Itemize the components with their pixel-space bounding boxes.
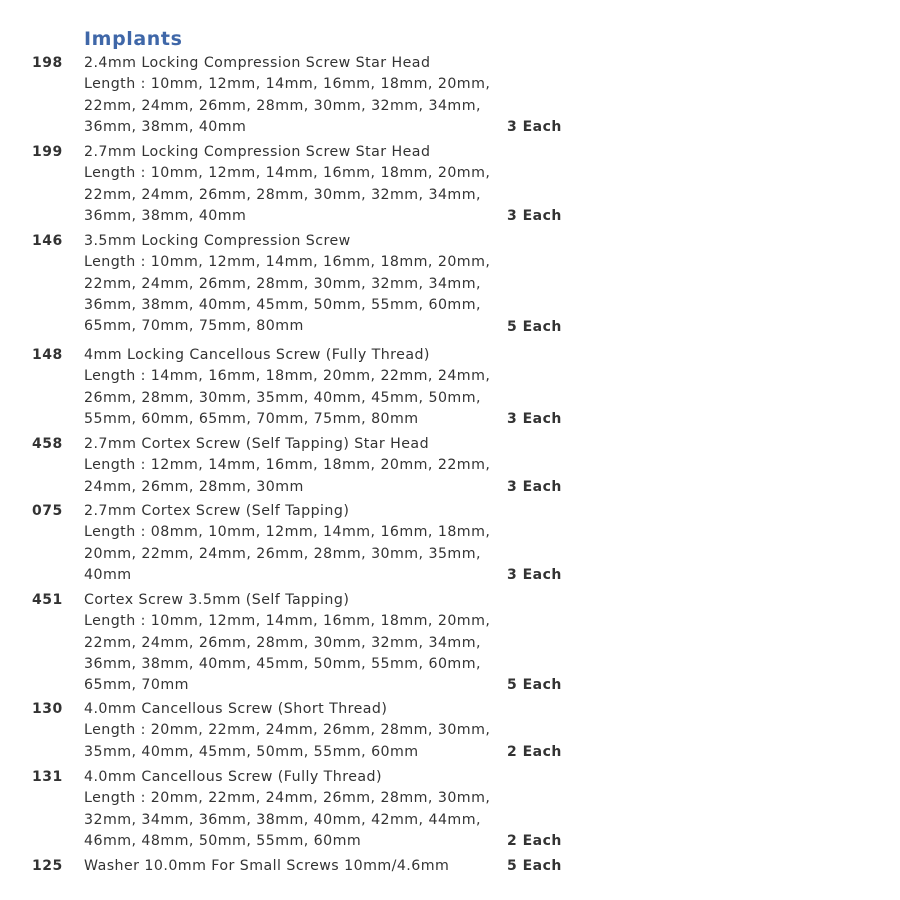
item-name: 4mm Locking Cancellous Screw (Fully Thread) xyxy=(84,347,430,363)
item-description xyxy=(84,434,499,498)
item-length-line: 65mm, 70mm xyxy=(84,677,189,694)
item-description xyxy=(84,856,499,877)
item-name: 2.7mm Cortex Screw (Self Tapping) xyxy=(84,503,350,519)
section-title: Implants xyxy=(84,28,183,50)
item-length-line: 32mm, 34mm, 36mm, 38mm, 40mm, 42mm, 44mm, xyxy=(84,811,481,828)
item-length-line: 35mm, 40mm, 45mm, 50mm, 55mm, 60mm xyxy=(84,743,419,760)
item-length-line: Length : 10mm, 12mm, 14mm, 16mm, 18mm, 20mm, xyxy=(84,76,491,93)
item-quantity: 3 Each xyxy=(507,119,562,135)
item-quantity: 5 Each xyxy=(507,858,562,874)
item-length-line: Length : 20mm, 22mm, 24mm, 26mm, 28mm, 30mm, xyxy=(84,790,491,807)
item-length-line: 22mm, 24mm, 26mm, 28mm, 30mm, 32mm, 34mm, xyxy=(84,275,481,292)
item-code: 075 xyxy=(32,503,63,519)
item-code: 451 xyxy=(32,592,63,608)
item-description xyxy=(84,699,499,763)
item-name: 2.7mm Cortex Screw (Self Tapping) Star Head xyxy=(84,436,430,452)
item-name: 3.5mm Locking Compression Screw xyxy=(84,233,351,249)
item-length-line: 36mm, 38mm, 40mm xyxy=(84,118,247,135)
item-length-line: 46mm, 48mm, 50mm, 55mm, 60mm xyxy=(84,832,362,849)
item-description xyxy=(84,231,499,337)
item-description xyxy=(84,501,499,586)
item-code: 146 xyxy=(32,233,63,249)
item-quantity: 3 Each xyxy=(507,479,562,495)
item-length-line: 40mm xyxy=(84,566,132,583)
item-description xyxy=(84,590,499,696)
item-length-line: 22mm, 24mm, 26mm, 28mm, 30mm, 32mm, 34mm, xyxy=(84,97,481,114)
item-length-line: Length : 10mm, 12mm, 14mm, 16mm, 18mm, 20mm, xyxy=(84,254,491,271)
item-length-line: Length : 12mm, 14mm, 16mm, 18mm, 20mm, 22mm, xyxy=(84,457,491,474)
item-quantity: 3 Each xyxy=(507,208,562,224)
item-length-line: 36mm, 38mm, 40mm, 45mm, 50mm, 55mm, 60mm, xyxy=(84,296,481,313)
item-name: 2.7mm Locking Compression Screw Star Head xyxy=(84,144,431,160)
item-code: 148 xyxy=(32,347,63,363)
item-length-line: Length : 10mm, 12mm, 14mm, 16mm, 18mm, 20mm, xyxy=(84,613,491,630)
item-length-line: 36mm, 38mm, 40mm, 45mm, 50mm, 55mm, 60mm, xyxy=(84,655,481,672)
item-quantity: 3 Each xyxy=(507,567,562,583)
item-length-line: 22mm, 24mm, 26mm, 28mm, 30mm, 32mm, 34mm, xyxy=(84,186,481,203)
item-name: 4.0mm Cancellous Screw (Short Thread) xyxy=(84,701,388,717)
item-quantity: 5 Each xyxy=(507,319,562,335)
item-quantity: 2 Each xyxy=(507,833,562,849)
item-length-line: 26mm, 28mm, 30mm, 35mm, 40mm, 45mm, 50mm, xyxy=(84,389,481,406)
item-quantity: 5 Each xyxy=(507,677,562,693)
item-name: Washer 10.0mm For Small Screws 10mm/4.6mm xyxy=(84,858,450,874)
item-code: 458 xyxy=(32,436,63,452)
item-description xyxy=(84,142,499,227)
item-code: 198 xyxy=(32,55,63,71)
item-code: 131 xyxy=(32,769,63,785)
item-description xyxy=(84,767,499,852)
item-code: 130 xyxy=(32,701,63,717)
item-quantity: 3 Each xyxy=(507,411,562,427)
item-description xyxy=(84,345,499,430)
item-length-line: 65mm, 70mm, 75mm, 80mm xyxy=(84,318,304,335)
item-code: 125 xyxy=(32,858,63,874)
item-length-line: 24mm, 26mm, 28mm, 30mm xyxy=(84,478,304,495)
item-length-line: 22mm, 24mm, 26mm, 28mm, 30mm, 32mm, 34mm, xyxy=(84,634,481,651)
item-code: 199 xyxy=(32,144,63,160)
item-name: 2.4mm Locking Compression Screw Star Head xyxy=(84,55,431,71)
item-length-line: 55mm, 60mm, 65mm, 70mm, 75mm, 80mm xyxy=(84,410,419,427)
item-quantity: 2 Each xyxy=(507,744,562,760)
item-description xyxy=(84,53,499,138)
item-length-line: Length : 10mm, 12mm, 14mm, 16mm, 18mm, 20mm, xyxy=(84,165,491,182)
item-length-line: 20mm, 22mm, 24mm, 26mm, 28mm, 30mm, 35mm, xyxy=(84,545,481,562)
item-name: Cortex Screw 3.5mm (Self Tapping) xyxy=(84,592,350,608)
item-length-line: Length : 14mm, 16mm, 18mm, 20mm, 22mm, 24mm, xyxy=(84,368,491,385)
item-length-line: Length : 20mm, 22mm, 24mm, 26mm, 28mm, 30mm, xyxy=(84,722,491,739)
item-length-line: 36mm, 38mm, 40mm xyxy=(84,207,247,224)
item-name: 4.0mm Cancellous Screw (Fully Thread) xyxy=(84,769,382,785)
item-length-line: Length : 08mm, 10mm, 12mm, 14mm, 16mm, 18mm, xyxy=(84,524,491,541)
